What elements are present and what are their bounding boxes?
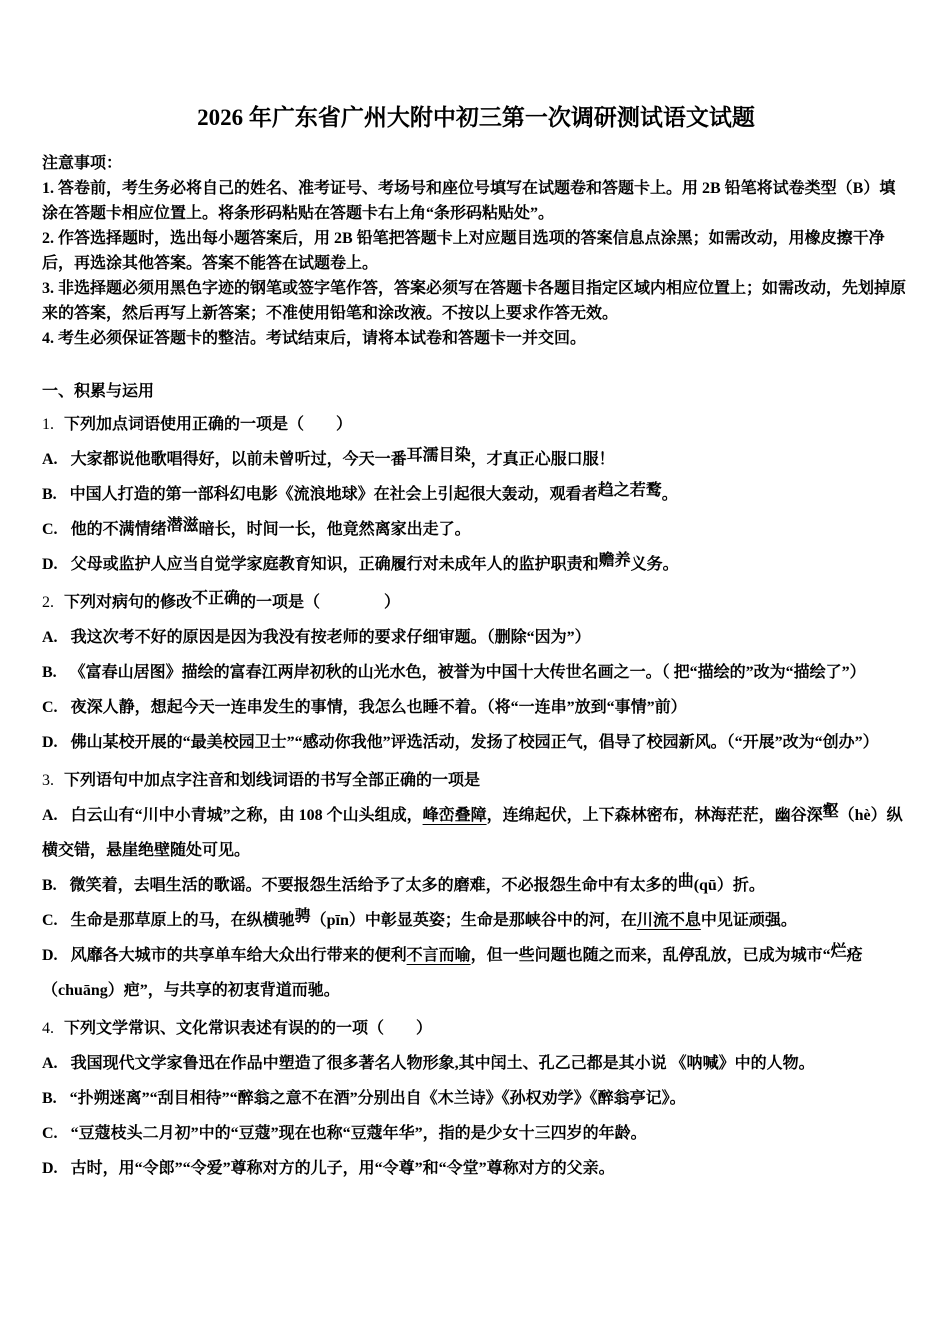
emphasized-text: 曲 [677,872,694,890]
question-option [42,938,910,1008]
emphasized-text: 耳濡目染 [406,446,471,464]
text-segment: 白云山有“川中小青城”之称，由 108 个山头组成， [70,806,423,824]
option-letter: B. [42,485,57,503]
text-segment: 下列加点词语使用正确的一项是（ ） [64,415,353,433]
text-segment: 父母或监护人应当自觉学家庭教育知识，正确履行对未成年人的监护职责和 [70,555,599,573]
text-segment: ，但一些问题也随之而来，乱停乱放，已成为城市“ [470,946,831,964]
question-option [42,1081,910,1116]
text-segment: 大家都说他歌唱得好，以前未曾听过，今天一番 [70,450,407,468]
emphasized-text: 烂 [830,942,847,960]
question-option [42,690,910,725]
underlined-text: 川流不息 [636,911,701,929]
notice-item: 2. 作答选择题时，选出每小题答案后，用 2B 铅笔把答题卡上对应题目选项的答案信息点涂黑；如需改动，用橡皮擦干净后，再选涂其他答案。答案不能答在试题卷上。 [42,229,885,272]
question-block [42,1011,910,1186]
question-number: 2. [42,593,54,611]
question-option [42,547,910,582]
question-option [42,868,910,903]
text-segment: 中见证顽强。 [700,911,797,929]
text-segment: 我这次考不好的原因是因为我没有按老师的要求仔细审题。（删除“因为”） [70,628,591,646]
option-letter: A. [42,1054,58,1072]
option-letter: D. [42,733,58,751]
option-letter: C. [42,698,58,716]
emphasized-text: 不正确 [192,589,241,607]
question-block [42,763,910,1008]
text-segment: 微笑着，去唱生活的歌谣。不要报怨生活给予了太多的磨难，不必报怨生命中有太多的 [69,876,678,894]
section-heading: 一、积累与运用 [42,382,155,400]
text-segment: 我国现代文学家鲁迅在作品中塑造了很多著名人物形象,其中闰土、孔乙己都是其小说 《呐喊》中的人物。 [70,1054,815,1072]
question-option [42,725,910,760]
question-option [42,903,910,938]
notice-heading: 注意事项： [42,154,123,172]
option-letter: D. [42,946,58,964]
text-segment: ，连绵起伏，上下森林密布，林海茫茫，幽谷深 [486,806,823,824]
option-letter: A. [42,806,58,824]
text-segment: ，才真正心服口服！ [470,450,615,468]
text-segment: 生命是那草原上的马，在纵横驰 [70,911,295,929]
option-letter: D. [42,1159,58,1177]
notice-items [42,176,910,351]
text-segment: 佛山某校开展的“最美校园卫士”“感动你我他”评选活动，发扬了校园正气，倡导了校园新风。（“开展”改为“创办”） [70,733,879,751]
underlined-text: 不言而喻 [406,946,471,964]
notice-section [42,151,910,351]
text-segment: 下列语句中加点字注音和划线词语的书写全部正确的一项是 [64,771,481,789]
option-letter: B. [42,1089,57,1107]
text-segment: 下列对病句的修改 [64,593,193,611]
text-segment: “豆蔻枝头二月初”中的“豆蔻”现在也称“豆蔻年华”，指的是少女十三四岁的年龄。 [70,1124,647,1142]
option-letter: A. [42,628,58,646]
question-list [42,407,910,1186]
option-letter: A. [42,450,58,468]
question-option [42,477,910,512]
underlined-text: 峰峦叠障 [422,806,487,824]
question-option [42,512,910,547]
emphasized-text: 趋之若鹜 [597,481,662,499]
question-option [42,442,910,477]
text-segment: 义务。 [630,555,679,573]
text-segment: （hè）纵横交错，悬崖绝壁随处可见。 [42,806,903,859]
notice-item: 4. 考生必须保证答题卡的整洁。考试结束后，请将本试卷和答题卡一并交回。 [42,329,587,347]
text-segment: 《富春山居图》描绘的富春江两岸初秋的山光水色，被誉为中国十大传世名画之一。（ 把“描绘的”改为“描绘了”） [69,663,866,681]
option-letter: D. [42,555,58,573]
question-option [42,1116,910,1151]
option-letter: C. [42,1124,58,1142]
text-segment: “扑朔迷离”“刮目相待”“醉翁之意不在酒”分别出自《木兰诗》《孙权劝学》《醉翁亭记》。 [69,1089,686,1107]
notice-item: 3. 非选择题必须用黑色字迹的钢笔或签字笔作答，答案必须写在答题卡各题目指定区域内相应位置上；如需改动，先划掉原来的答案，然后再写上新答案；不准使用铅笔和涂改液。不按以上要求作答无效。 [42,279,907,322]
question-option [42,798,910,868]
emphasized-text: 壑 [822,802,839,820]
text-segment: 暗长，时间一长，他竟然离家出走了。 [198,520,471,538]
page-title: 2026 年广东省广州大附中初三第一次调研测试语文试题 [197,105,755,130]
text-segment: 古时，用“令郎”“令爱”尊称对方的儿子，用“令尊”和“令堂”尊称对方的父亲。 [70,1159,615,1177]
text-segment: 下列文学常识、文化常识表述有误的的一项（ ） [64,1019,433,1037]
question-block [42,407,910,582]
text-segment: 中国人打造的第一部科幻电影《流浪地球》在社会上引起很大轰动，观看者 [69,485,598,503]
option-letter: C. [42,520,58,538]
text-segment: 夜深人静，想起今天一连串发生的事情，我怎么也睡不着。（将“一连串”放到“事情”前） [70,698,687,716]
question-stem [42,763,910,798]
emphasized-text: 骋 [294,907,311,925]
notice-item: 1. 答卷前，考生务必将自己的姓名、准考证号、考场号和座位号填写在试题卷和答题卡上。用 2B 铅笔将试卷类型（B）填涂在答题卡相应位置上。将条形码粘贴在答题卡右上角“条形码粘贴处”。 [42,179,896,222]
text-segment: 疮（chuāng）疤”，与共享的初衷背道而驰。 [42,946,863,999]
option-letter: B. [42,663,57,681]
emphasized-text: 赡养 [598,551,631,569]
question-number: 3. [42,771,54,789]
question-number: 1. [42,415,54,433]
question-stem [42,1011,910,1046]
emphasized-text: 潜滋 [166,516,199,534]
question-number: 4. [42,1019,54,1037]
question-option [42,1151,910,1186]
question-option [42,1046,910,1081]
question-option [42,620,910,655]
option-letter: B. [42,876,57,894]
text-segment: (qū）折。 [693,876,765,894]
option-letter: C. [42,911,58,929]
text-segment: 。 [661,485,678,503]
text-segment: 风靡各大城市的共享单车给大众出行带来的便利 [70,946,407,964]
question-block [42,585,910,760]
question-option [42,655,910,690]
question-stem [42,585,910,620]
text-segment: 的一项是（ ） [240,593,401,611]
text-segment: （pīn）中彰显英姿；生命是那峡谷中的河，在 [310,911,637,929]
question-stem [42,407,910,442]
text-segment: 他的不满情绪 [70,520,167,538]
